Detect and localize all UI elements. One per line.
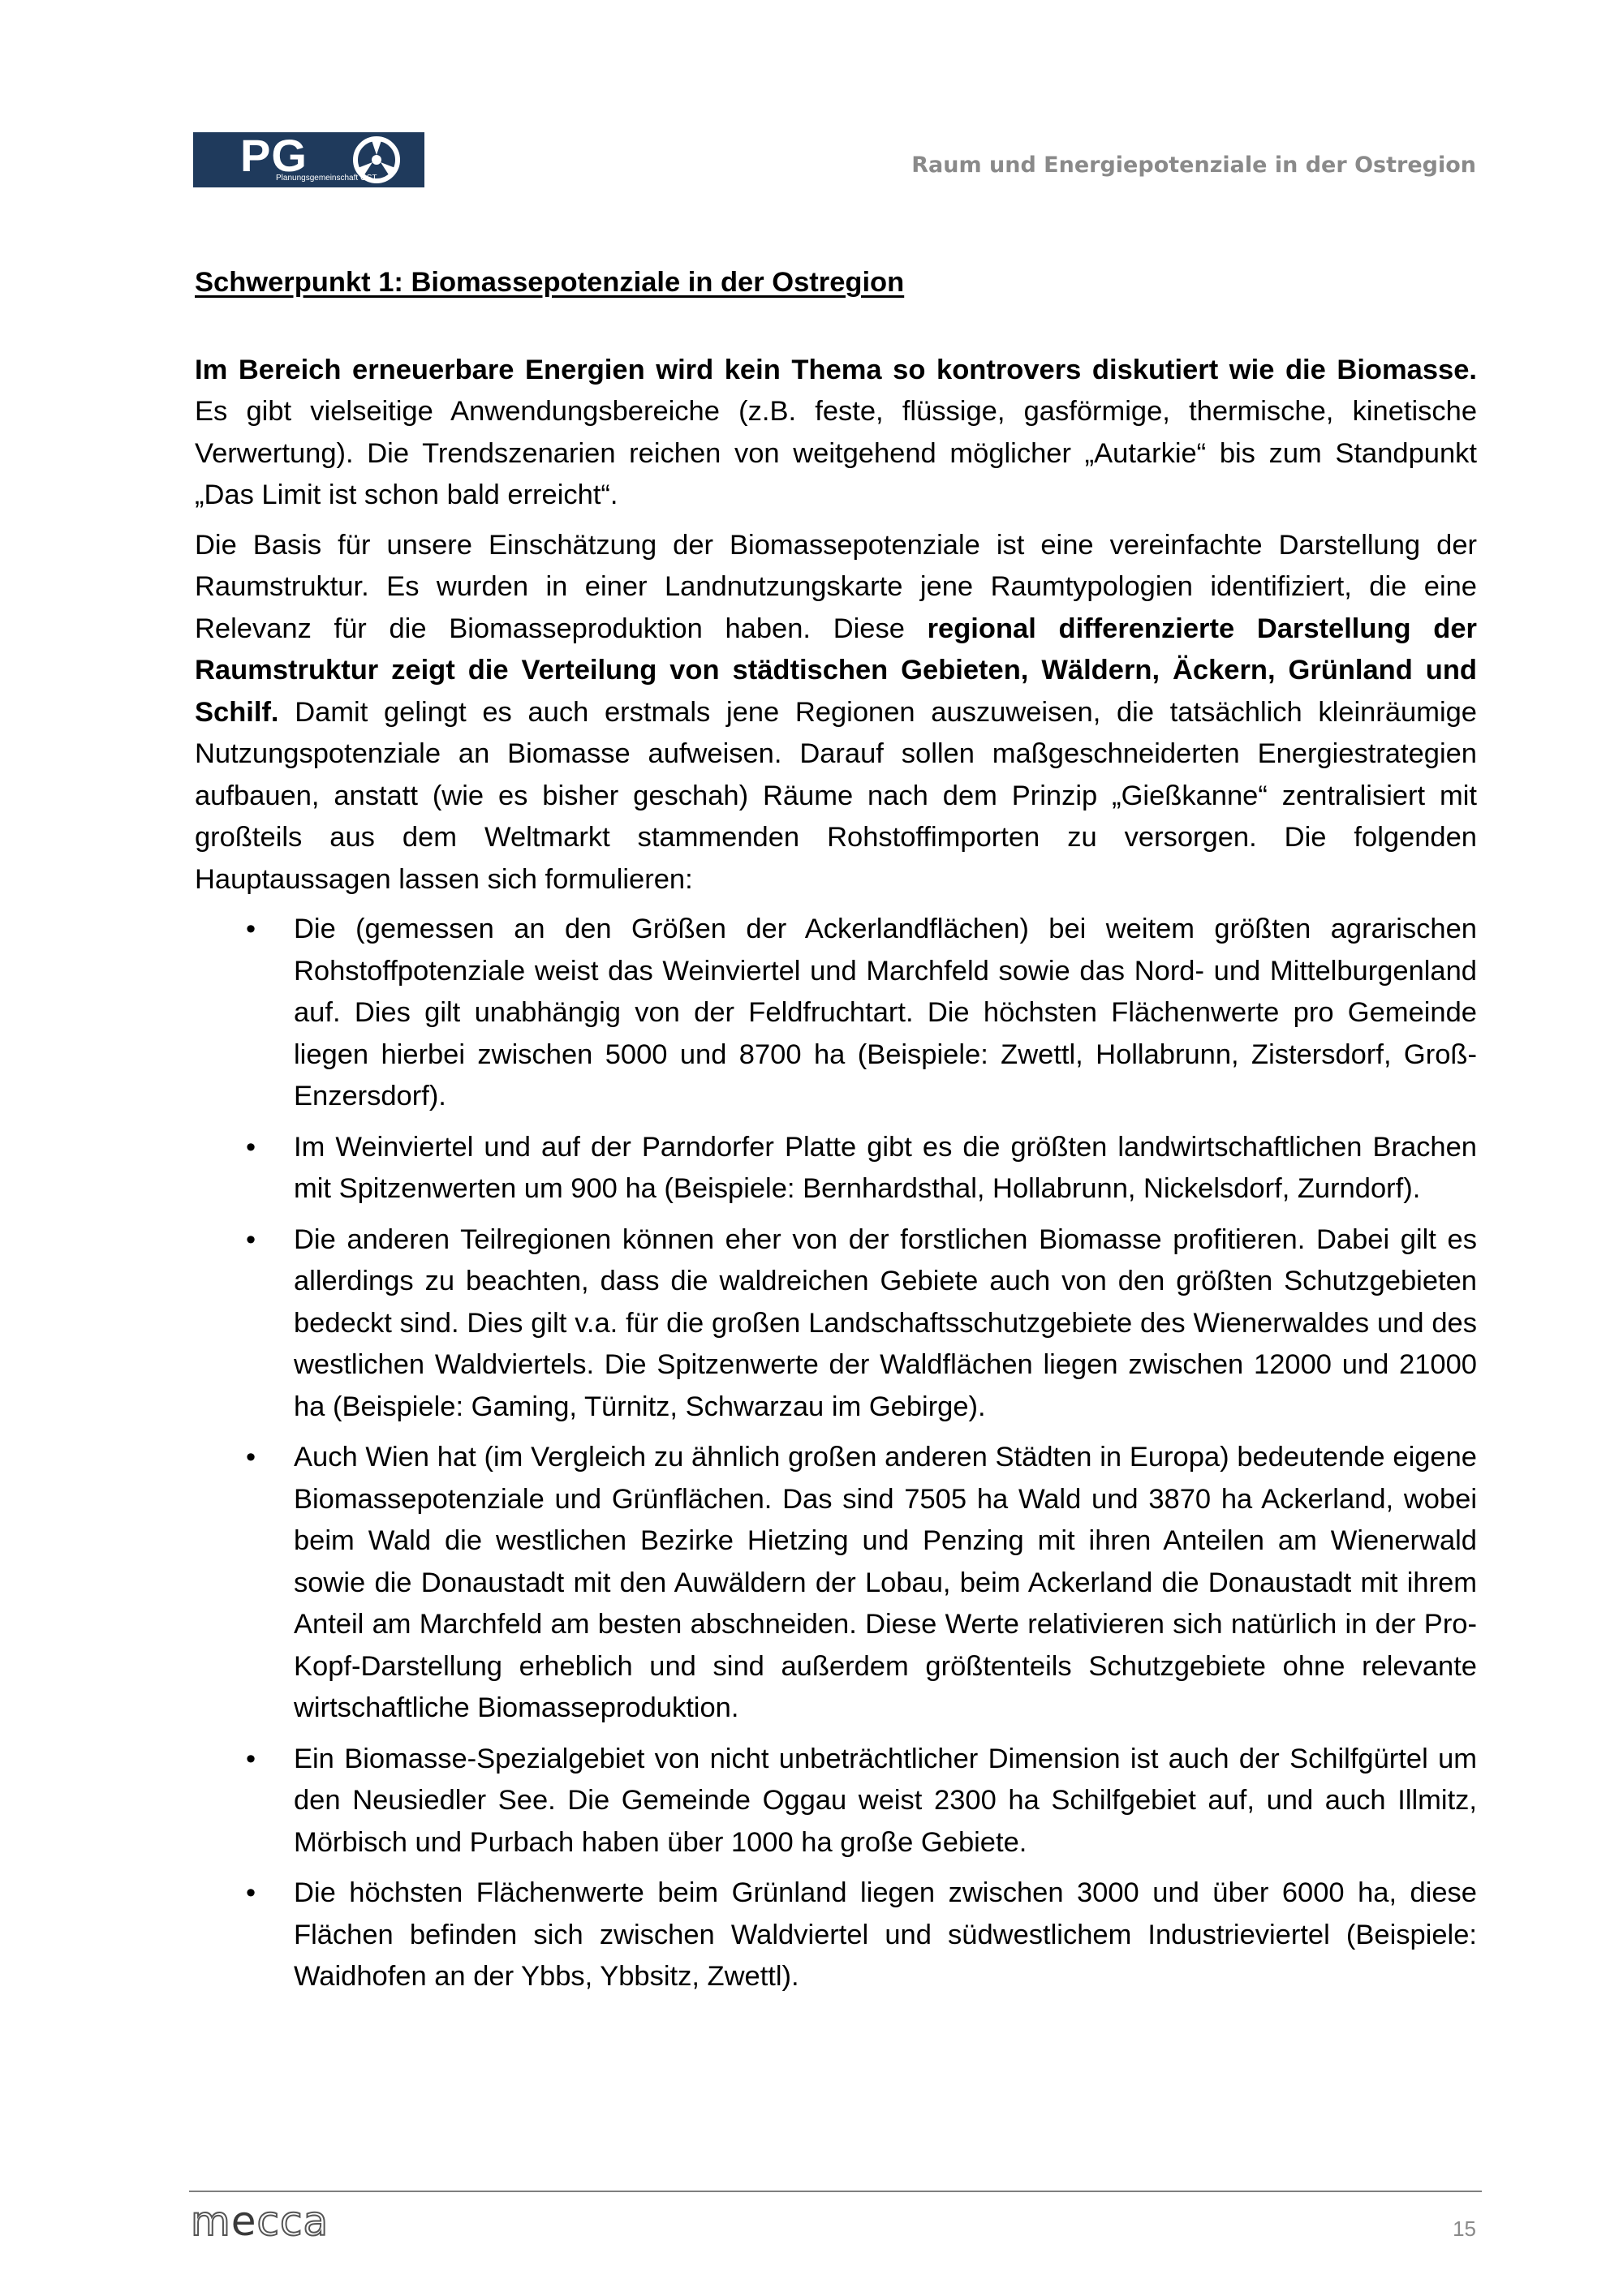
pgo-logo (193, 132, 424, 187)
list-item (195, 1872, 1477, 1998)
basis-text-2: Damit gelingt es auch erstmals jene Regionen auszuweisen, die tatsächlich kleinräumige Nutzungspotenziale an Biomasse aufweisen. Darauf sollen maßgeschneiderten Energiestrategien aufbauen, anstatt (wie es bisher geschah) Räume nach dem Prinzip „Gießkanne“ zentralisiert mit großteils aus dem Weltmarkt stammenden Rohstoffimporten zu versorgen. Die folgenden Hauptaussagen lassen sich formulieren: (195, 696, 1477, 895)
bullet-icon: • (246, 1223, 256, 1255)
basis-bold-text: regional differenzierte Darstellung der Raumstruktur zeigt die Verteilung von städtischen Gebieten, Wäldern, Äckern, Grünland und Schilf. (195, 613, 1477, 728)
logo-letter-e: e (230, 2198, 257, 2245)
list-item-text: Die höchsten Flächenwerte beim Grünland liegen zwischen 3000 und über 6000 ha, diese Flächen befinden sich zwischen Waldviertel und südwestlichem Industrieviertel (Beispiele: Waidhofen an der Ybbs, Ybbsitz, Zwettl). (294, 1877, 1477, 1992)
logo-text: PG (240, 130, 308, 181)
intro-bold-text: Im Bereich erneuerbare Energien wird kein Thema so kontrovers diskutiert wie die Biomasse. (195, 354, 1477, 385)
footer-divider (189, 2191, 1482, 2192)
logo-letters-cca: cca (256, 2198, 329, 2245)
intro-paragraph (195, 350, 1477, 517)
list-item-text: Ein Biomasse-Spezialgebiet von nicht unbeträchtlicher Dimension ist auch der Schilfgürtel um den Neusiedler See. Die Gemeinde Oggau weist 2300 ha Schilfgebiet auf, und auch Illmitz, Mörbisch und Purbach haben über 1000 ha große Gebiete. (294, 1743, 1477, 1858)
section-heading: Schwerpunkt 1: Biomassepotenziale in der Ostregion (195, 267, 905, 298)
list-item-text: Die anderen Teilregionen können eher von der forstlichen Biomasse profitieren. Dabei gilt es allerdings zu beachten, dass die waldreichen Gebiete auch von den größten Schutzgebieten bedeckt sind. Dies gilt v.a. für die großen Landschaftsschutzgebiete des Wienerwaldes und des westlichen Waldviertels. Die Spitzenwerte der Waldflächen liegen zwischen 12000 und 21000 ha (Beispiele: Gaming, Türnitz, Schwarzau im Gebirge). (294, 1223, 1477, 1422)
list-item (195, 1219, 1477, 1429)
logo-letter-m: m (191, 2198, 231, 2245)
list-item-text: Auch Wien hat (im Vergleich zu ähnlich großen anderen Städten in Europa) bedeutende eigene Biomassepotenziale und Grünflächen. Das sind 7505 ha Wald und 3870 ha Ackerland, wobei beim Wald die westlichen Bezirke Hietzing und Penzing mit ihren Anteilen am Wienerwald sowie die Donaustadt mit den Auwäldern der Lobau, beim Ackerland die Donaustadt mit ihrem Anteil am Marchfeld am besten abschneiden. Diese Werte relativieren sich natürlich in der Pro-Kopf-Darstellung erheblich und sind außerdem größtenteils Schutzgebiete ohne relevante wirtschaftliche Biomasseproduktion. (294, 1442, 1477, 1723)
bullet-icon: • (246, 914, 256, 944)
basis-text-1: Die Basis für unsere Einschätzung der Biomassepotenziale ist eine vereinfachte Darstellung der Raumstruktur. Es wurden in einer Landnutzungskarte jene Raumtypologien identifiziert, die eine Relevanz für die Biomasseproduktion haben. Diese (195, 529, 1477, 644)
bullet-icon: • (246, 1442, 256, 1473)
list-item (195, 909, 1477, 1118)
mecca-logo (191, 2197, 329, 2246)
basis-paragraph (195, 525, 1477, 901)
logo-subtitle: Planungsgemeinschaft OST (276, 174, 377, 183)
bullet-icon: • (246, 1131, 256, 1163)
bullet-icon: • (246, 1877, 256, 1908)
document-header-title: Raum und Energiepotenziale in der Ostregion (911, 153, 1476, 178)
page-number: 15 (1453, 2216, 1476, 2241)
key-statements-list (195, 909, 1477, 1998)
list-item (195, 1739, 1477, 1864)
bullet-icon: • (246, 1743, 256, 1774)
list-item-text: Die (gemessen an den Größen der Ackerlandflächen) bei weitem größten agrarischen Rohstoffpotenziale weist das Weinviertel und Marchfeld sowie das Nord- und Mittelburgenland auf. Dies gilt unabhängig von der Feldfruchtart. Die höchsten Flächenwerte pro Gemeinde liegen hierbei zwischen 5000 und 8700 ha (Beispiele: Zwettl, Hollabrunn, Zistersdorf, Groß-Enzersdorf). (294, 914, 1477, 1111)
document-body (195, 262, 1477, 2007)
list-item (195, 1437, 1477, 1730)
intro-text: Es gibt vielseitige Anwendungsbereiche (z.B. feste, flüssige, gasförmige, thermische, kinetische Verwertung). Die Trendszenarien reichen von weitgehend möglicher „Autarkie“ bis zum Standpunkt „Das Limit ist schon bald erreicht“. (195, 396, 1477, 510)
list-item-text: Im Weinviertel und auf der Parndorfer Platte gibt es die größten landwirtschaftlichen Brachen mit Spitzenwerten um 900 ha (Beispiele: Bernhardsthal, Hollabrunn, Nickelsdorf, Zurndorf). (294, 1131, 1477, 1204)
list-item (195, 1127, 1477, 1210)
